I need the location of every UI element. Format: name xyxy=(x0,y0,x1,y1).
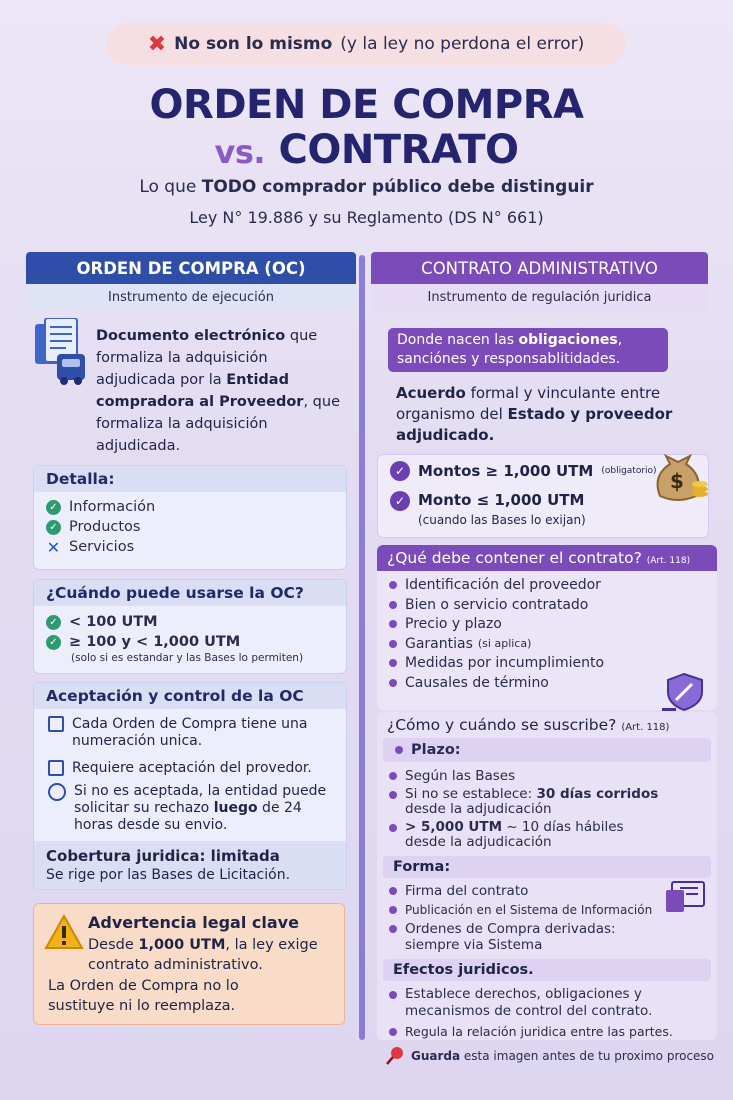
cobertura-box xyxy=(34,841,346,889)
detalla-item xyxy=(34,497,346,517)
plazo-box xyxy=(383,738,711,762)
efectos2: Regula la relación juridica entre las partes. xyxy=(405,1024,673,1039)
cuando-item-label: < 100 UTM xyxy=(69,614,158,630)
suscribe-ref: (Art. 118) xyxy=(621,722,670,733)
oblig-pre: Donde nacen las xyxy=(397,332,519,348)
contener-label: Bien o servicio contratado xyxy=(405,596,589,613)
contener-label: Causales de término xyxy=(405,674,549,691)
oc-subheading: Instrumento de ejecución xyxy=(26,284,356,310)
bullet-icon xyxy=(389,620,397,628)
montos-note2: (cuando las Bases lo exijan) xyxy=(418,513,586,527)
footer-bold: Guarda xyxy=(411,1049,461,1063)
document-truck-icon xyxy=(33,318,89,388)
detalla-title: Detalla: xyxy=(34,466,346,492)
money-bag-icon xyxy=(648,442,710,504)
suscribe-title: ¿Cómo y cuándo se suscribe? xyxy=(387,716,617,734)
contener-label: Precio y plazo xyxy=(405,616,502,632)
title-line2 xyxy=(0,127,733,173)
contener-label: Garantias xyxy=(405,635,473,652)
bullet-icon xyxy=(389,991,397,999)
contener-item xyxy=(377,577,717,593)
aceptacion-title: Aceptación y control de la OC xyxy=(34,683,346,709)
svg-text:$: $ xyxy=(670,469,684,493)
cobertura-title: Cobertura juridica: limitada xyxy=(46,847,280,865)
oblig-bold: obligaciones xyxy=(518,332,618,348)
plazo2-post: desde la adjudicación xyxy=(405,801,552,817)
plazo-title: Plazo: xyxy=(411,742,461,758)
oblig-post: , sanciónes y responsablitidades. xyxy=(397,332,623,367)
bullet-icon xyxy=(395,746,403,754)
subtitle-pre: Lo que xyxy=(139,177,202,197)
cuando-item xyxy=(34,632,346,652)
bullet-icon xyxy=(389,925,397,933)
bullet-icon xyxy=(389,601,397,609)
intro-text1: que formaliza la adquisición adjudicada por la xyxy=(96,328,318,388)
contener-label: Medidas por incumplimiento xyxy=(405,655,605,671)
detalla-card xyxy=(33,465,347,570)
cuando-item-label: ≥ 100 y < 1,000 UTM xyxy=(69,634,241,650)
detalla-item-label: Información xyxy=(69,499,156,515)
bullet-icon xyxy=(389,659,397,667)
efectos-item xyxy=(377,1024,717,1039)
check-icon: ✓ xyxy=(390,491,410,511)
warning-box xyxy=(33,903,345,1025)
intro-bold1: Documento electrónico xyxy=(96,328,286,344)
cross-icon: ✕ xyxy=(46,537,61,557)
law-reference: Ley N° 19.886 y su Reglamento (DS N° 661) xyxy=(189,208,544,227)
check-icon: ✓ xyxy=(390,461,410,481)
title-vs: vs. xyxy=(214,133,266,171)
bullet-icon xyxy=(389,887,397,895)
plazo3 xyxy=(405,820,624,850)
suscribe-header xyxy=(377,712,717,738)
plazo2 xyxy=(405,787,658,817)
subtitle-bold: TODO comprador público debe distinguir xyxy=(201,177,594,197)
contener-header xyxy=(377,545,717,571)
cuando-title: ¿Cuándo puede usarse la OC? xyxy=(34,580,346,606)
oc-intro xyxy=(96,325,346,457)
check-icon: ✓ xyxy=(46,615,61,630)
contener-item xyxy=(377,655,717,671)
plazo-item xyxy=(377,820,717,850)
agree-mid: formal y vinculante entre organismo del xyxy=(396,384,661,423)
bullet-icon xyxy=(389,1028,397,1036)
contener-item xyxy=(377,616,717,632)
plazo2-bold: 30 días corridos xyxy=(536,786,659,802)
pill-strong-text: No son lo mismo xyxy=(174,34,333,54)
contener-title: ¿Qué debe contener el contrato? xyxy=(387,549,642,567)
bullet-icon xyxy=(389,772,397,780)
aceptacion-item1: Cada Orden de Compra tiene una numeración unica. xyxy=(72,716,308,749)
detalla-item xyxy=(34,517,346,537)
plazo1: Según las Bases xyxy=(405,768,516,784)
computer-document-icon xyxy=(664,880,708,914)
header-pill xyxy=(106,23,626,65)
detalla-item-label: Servicios xyxy=(69,539,135,555)
check-icon: ✓ xyxy=(46,635,61,650)
aceptacion-card xyxy=(33,682,347,890)
efectos-title: Efectos juridicos. xyxy=(383,959,711,981)
intro-text2: , que formaliza la adquisición adjudicada. xyxy=(96,394,341,454)
oc-heading: ORDEN DE COMPRA (OC) xyxy=(26,252,356,284)
bullet-icon xyxy=(389,906,397,914)
plazo2-pre: Si no se establece: xyxy=(405,786,537,802)
plazo3-post: ~ 10 días hábiles xyxy=(502,819,624,835)
footer-note xyxy=(385,1046,725,1066)
forma-item xyxy=(377,921,661,953)
efectos-item xyxy=(377,986,717,1020)
montos-item1: Montos ≥ 1,000 UTM xyxy=(418,462,594,480)
acuerdo-text xyxy=(396,383,696,446)
contrato-subheading: Instrumento de regulación juridica xyxy=(371,284,708,310)
agree-bold2: Estado y proveedor adjudicado. xyxy=(396,405,673,444)
bullet-icon xyxy=(389,679,397,687)
contrato-heading: CONTRATO ADMINISTRATIVO xyxy=(371,252,708,284)
detalla-item-label: Productos xyxy=(69,519,141,535)
warning-icon xyxy=(44,914,84,950)
aceptacion-item xyxy=(34,777,346,834)
item3-post: de 24 horas desde su envio. xyxy=(74,800,302,833)
check-icon: ✓ xyxy=(46,500,61,515)
plazo3-line2: desde la adjudicación xyxy=(405,834,552,850)
garantias-note: (si aplica) xyxy=(477,637,532,650)
contener-item xyxy=(377,597,717,613)
cobertura-text: Se rige por las Bases de Licitación. xyxy=(46,867,291,883)
bullet-icon xyxy=(389,791,397,799)
warning-post: , la ley exige contrato administrativo. xyxy=(88,937,318,973)
column-divider xyxy=(359,255,365,1040)
contener-item xyxy=(377,636,717,652)
bullet-icon xyxy=(389,581,397,589)
close-x-icon: ✖ xyxy=(147,31,167,57)
aceptacion-item2: Requiere aceptación del provedor. xyxy=(72,760,312,776)
subtitle xyxy=(0,177,733,197)
document-icon xyxy=(48,760,64,776)
obligaciones-box xyxy=(388,328,668,372)
montos-item2: Monto ≤ 1,000 UTM xyxy=(418,491,585,509)
item3-pre: Si no es aceptada, la entidad puede solicitar su rechazo xyxy=(74,783,327,816)
pill-rest-text: (y la ley no perdona el error) xyxy=(340,34,585,54)
cuando-card xyxy=(33,579,347,674)
item3-bold: luego xyxy=(213,800,258,816)
intro-bold2: Entidad compradora al Proveedor xyxy=(96,372,304,410)
detalla-item xyxy=(34,537,346,557)
warning-text: La Orden de Compra no lo sustituye ni lo reemplaza. xyxy=(48,978,239,1014)
pin-icon xyxy=(385,1046,405,1066)
bullet-icon xyxy=(389,640,397,648)
forma2: Publicación en el Sistema de Información xyxy=(405,903,653,917)
clock-icon xyxy=(48,783,66,801)
forma-title: Forma: xyxy=(383,856,711,878)
warning-pre: Desde xyxy=(88,937,139,953)
suscribe-card xyxy=(377,712,717,1040)
document-icon xyxy=(48,716,64,732)
agree-bold1: Acuerdo xyxy=(396,384,466,402)
cuando-note: (solo si es estandar y las Bases lo permiten) xyxy=(71,652,304,664)
cuando-item xyxy=(34,612,346,632)
plazo-item xyxy=(377,787,717,817)
footer-rest: esta imagen antes de tu proximo proceso xyxy=(460,1049,715,1063)
aceptacion-item3 xyxy=(74,783,334,834)
title-line1: ORDEN DE COMPRA xyxy=(149,82,584,128)
plazo-heading xyxy=(383,742,711,758)
warning-bold: 1,000 UTM xyxy=(138,937,226,953)
aceptacion-item xyxy=(34,709,346,750)
efectos1: Establece derechos, obligaciones y mecanismos de control del contrato. xyxy=(405,986,653,1019)
warning-line xyxy=(88,935,338,975)
warning-title: Advertencia legal clave xyxy=(88,913,299,932)
forma1: Firma del contrato xyxy=(405,883,529,899)
plazo3-bold: > 5,000 UTM xyxy=(405,819,503,835)
bullet-icon xyxy=(389,824,397,832)
shield-gavel-icon xyxy=(662,672,712,712)
plazo-item xyxy=(377,768,717,784)
aceptacion-item xyxy=(34,750,346,777)
forma3: Ordenes de Compra derivadas: siempre via Sistema xyxy=(405,921,616,953)
contener-ref: (Art. 118) xyxy=(646,556,691,566)
check-icon: ✓ xyxy=(46,520,61,535)
title-contrato: CONTRATO xyxy=(278,127,519,173)
montos-note1: (obligatorio) xyxy=(601,466,657,476)
contener-label: Identificación del proveedor xyxy=(405,577,601,593)
